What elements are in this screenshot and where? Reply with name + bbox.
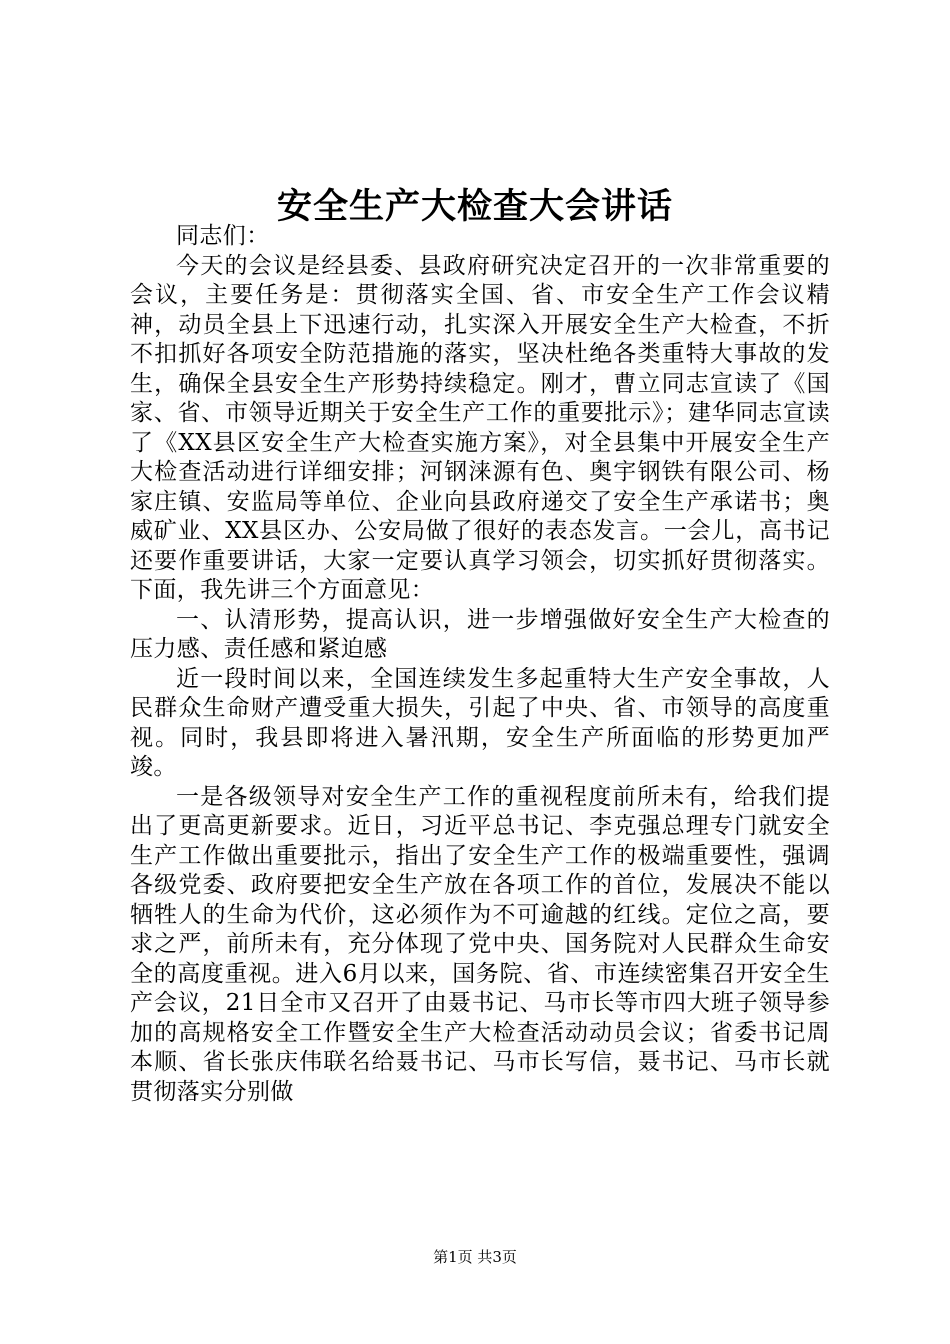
document-body — [130, 222, 830, 1107]
document-title: 安全生产大检查大会讲话 — [276, 186, 673, 227]
page-footer: 第1页 共3页 — [433, 1248, 517, 1266]
salutation-paragraph: 同志们： — [176, 223, 270, 249]
point-one-paragraph: 一是各级领导对安全生产工作的重视程度前所未有，给我们提出了更高更新要求。近日，习近平总书记、李克强总理专门就安全生产工作做出重要批示，指出了安全生产工作的极端重要性，强调各级党委、政府要把安全生产放在各项工作的首位，发展决不能以牺牲人的生命为代价，这必须作为不可逾越的红线。定位之高，要求之严，前所未有，充分体现了党中央、国务院对人民群众生命安全的高度重视。进入6月以来，国务院、省、市连续密集召开安全生产会议，21日全市又召开了由聂书记、马市长等市四大班子领导参加的高规格安全工作暨安全生产大检查活动动员会议；省委书记周本顺、省长张庆伟联名给聂书记、马市长写信，聂书记、马市长就贯彻落实分别做 — [130, 783, 830, 1105]
situation-paragraph: 近一段时间以来，全国连续发生多起重特大生产安全事故，人民群众生命财产遭受重大损失，引起了中央、省、市领导的高度重视。同时，我县即将进入暑汛期，安全生产所面临的形势更加严竣。 — [130, 665, 830, 780]
section-heading-paragraph: 一、认清形势，提高认识，进一步增强做好安全生产大检查的压力感、责任感和紧迫感 — [130, 606, 830, 662]
intro-paragraph: 今天的会议是经县委、县政府研究决定召开的一次非常重要的会议，主要任务是：贯彻落实全国、省、市安全生产工作会议精神，动员全县上下迅速行动，扎实深入开展安全生产大检查，不折不扣抓好各项安全防范措施的落实，坚决杜绝各类重特大事故的发生，确保全县安全生产形势持续稳定。刚才，曹立同志宣读了《国家、省、市领导近期关于安全生产工作的重要批示》；建华同志宣读了《XX县区安全生产大检查实施方案》，对全县集中开展安全生产大检查活动进行详细安排；河钢涞源有色、奥宇钢铁有限公司、杨家庄镇、安监局等单位、企业向县政府递交了安全生产承诺书；奥威矿业、XX县区办、公安局做了很好的表态发言。一会儿，高书记还要作重要讲话，大家一定要认真学习领会，切实抓好贯彻落实。下面，我先讲三个方面意见： — [130, 252, 830, 603]
